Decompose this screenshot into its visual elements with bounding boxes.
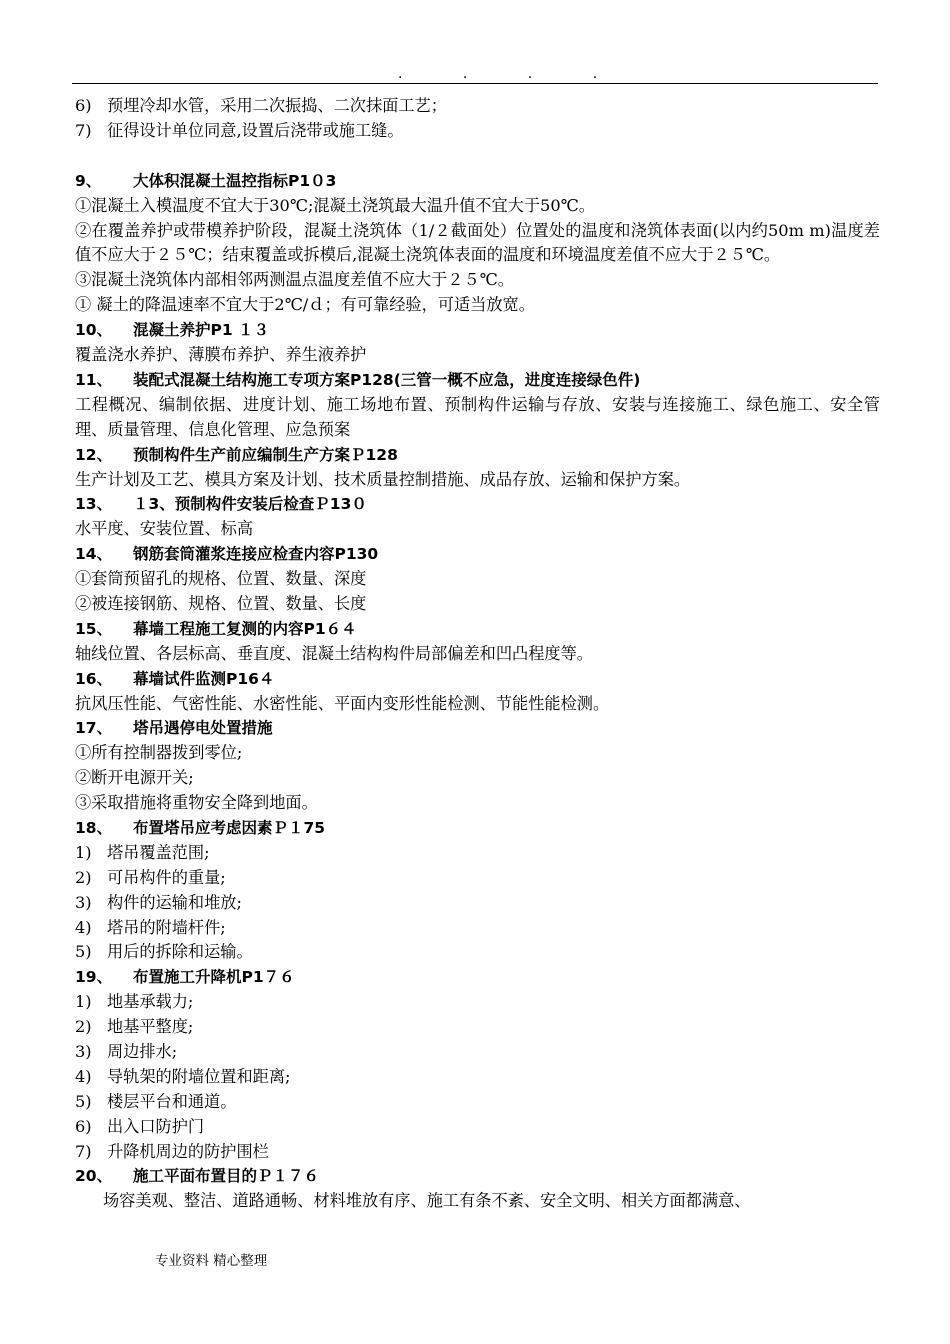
- list-item-number: 7): [75, 120, 92, 140]
- section-title: 施工平面布置目的Ｐ１７６: [133, 1167, 320, 1186]
- section-heading: [75, 816, 880, 841]
- blank-line: [75, 144, 880, 169]
- list-item-text: 导轨架的附墙位置和距离;: [107, 1066, 291, 1086]
- list-item-number: 3): [75, 892, 92, 912]
- list-item-text: 塔吊覆盖范围;: [107, 842, 210, 862]
- section-number: 9、: [75, 171, 102, 190]
- list-item-number: 2): [75, 867, 92, 887]
- list-item-number: 5): [75, 1091, 92, 1111]
- list-item: [75, 119, 880, 144]
- list-item-number: 2): [75, 1017, 92, 1037]
- section-number: 17、: [75, 719, 113, 738]
- paragraph-line: 场容美观、整洁、道路通畅、材料堆放有序、施工有条不紊、安全文明、相关方面都满意、: [103, 1191, 751, 1211]
- paragraph-line: ①套筒预留孔的规格、位置、数量、深度: [75, 569, 367, 589]
- section-title: 布置塔吊应考虑因素Ｐ１75: [133, 819, 326, 837]
- section-heading: [75, 667, 880, 692]
- section-number: 11、: [75, 370, 113, 389]
- section-title: 大体积混凝土温控指标P1０3: [133, 171, 337, 190]
- list-item-number: 1): [75, 992, 92, 1012]
- paragraph-line: ②断开电源开关;: [75, 768, 194, 788]
- list-item-number: 6): [75, 1116, 92, 1136]
- section-heading: [75, 492, 880, 517]
- section-number: 12、: [75, 445, 113, 464]
- paragraph-line: 生产计划及工艺、模具方案及计划、技术质量控制措施、成品存放、运输和保护方案。: [75, 469, 691, 489]
- paragraph-line: ① 凝土的降温速率不宜大于2℃/ｄ；有可靠经验，可适当放宽。: [75, 295, 535, 315]
- list-item-text: 塔吊的附墙杆件;: [107, 917, 226, 937]
- section-number: 14、: [75, 545, 113, 564]
- list-item-text: 周边排水;: [107, 1042, 178, 1062]
- section-title: １3、预制构件安装后检查Ｐ13０: [133, 495, 367, 514]
- section-title: 钢筋套筒灌浆连接应检查内容P130: [133, 545, 379, 564]
- section-title: 幕墙工程施工复测的内容P1６４: [133, 619, 357, 638]
- paragraph-line: 抗风压性能、气密性能、水密性能、平面内变形性能检测、节能性能检测。: [75, 693, 610, 713]
- section-heading: [75, 617, 880, 642]
- list-item: [75, 940, 880, 965]
- section-heading: [75, 1164, 880, 1189]
- list-item: [75, 1015, 880, 1040]
- list-item-number: 6): [75, 96, 92, 115]
- section-heading: [75, 716, 880, 741]
- list-item: [75, 1090, 880, 1115]
- list-item-text: 可吊构件的重量;: [107, 867, 226, 887]
- section-number: 18、: [75, 819, 113, 837]
- list-item: [75, 891, 880, 916]
- paragraph-line: ①所有控制器拨到零位;: [75, 743, 243, 763]
- list-item-text: 构件的运输和堆放;: [107, 892, 242, 912]
- paragraph-line: 轴线位置、各层标高、垂直度、混凝土结构构件局部偏差和凹凸程度等。: [75, 643, 593, 663]
- header-rule: [72, 83, 878, 84]
- list-item-number: 4): [75, 917, 92, 937]
- list-item-text: 地基承载力;: [107, 992, 194, 1012]
- section-heading: [75, 965, 880, 990]
- section-number: 20、: [75, 1167, 113, 1186]
- section-title: 布置施工升降机P1７６: [133, 968, 295, 987]
- list-item-text: 征得设计单位同意,设置后浇带或施工缝。: [107, 120, 404, 140]
- list-item: [75, 1115, 880, 1140]
- section-heading: [75, 542, 880, 567]
- list-item-text: 地基平整度;: [107, 1017, 194, 1037]
- list-item: [75, 94, 880, 119]
- list-item: [75, 866, 880, 891]
- section-title: 预制构件生产前应编制生产方案Ｐ128: [133, 445, 398, 464]
- section-number: 13、: [75, 495, 113, 514]
- section-number: 10、: [75, 321, 113, 340]
- list-item-number: 7): [75, 1141, 92, 1161]
- list-item-number: 1): [75, 842, 92, 862]
- section-number: 16、: [75, 669, 113, 688]
- paragraph-line: ③混凝土浇筑体内部相邻两测温点温度差值不应大于２５℃。: [75, 270, 514, 290]
- list-item-number: 4): [75, 1066, 92, 1086]
- page-footer: 专业资料 精心整理: [155, 1253, 268, 1269]
- paragraph-line: ①混凝土入模温度不宜大于30℃;混凝土浇筑最大温升值不宜大于50℃。: [75, 195, 595, 215]
- list-item-text: 楼层平台和通道。: [107, 1091, 237, 1111]
- paragraph-line: 水平度、安装位置、标高: [75, 519, 254, 539]
- list-item-text: 出入口防护门: [107, 1116, 205, 1136]
- section-heading: [75, 443, 880, 468]
- section-number: 19、: [75, 968, 113, 987]
- list-item: [75, 1040, 880, 1065]
- section-number: 15、: [75, 619, 113, 638]
- section-title: 装配式混凝土结构施工专项方案P128(三管一概不应急，进度连接绿色件): [133, 370, 641, 389]
- paragraph-line: ②在覆盖养护或带模养护阶段，混凝土浇筑体（1/２截面处）位置处的温度和浇筑体表面(以内约50m m)温度差值不应大于２５℃；结束覆盖或拆模后,混凝土浇筑体表面的温度和环境温度差值不应大于２５℃。: [75, 220, 880, 265]
- section-heading: [75, 169, 880, 194]
- section-heading: [75, 318, 880, 343]
- document-body: [75, 94, 880, 1214]
- section-heading: [75, 368, 880, 393]
- list-item: [75, 1140, 880, 1165]
- list-item-text: 升降机周边的防护围栏: [107, 1141, 269, 1161]
- section-title: 幕墙试件监测P16４: [133, 669, 275, 688]
- section-title: 塔吊遇停电处置措施: [133, 719, 273, 738]
- paragraph-line: ③采取措施将重物安全降到地面。: [75, 793, 318, 813]
- section-title: 混凝土养护P1 １３: [133, 321, 270, 340]
- list-item: [75, 1065, 880, 1090]
- list-item: [75, 841, 880, 866]
- list-item: [75, 990, 880, 1015]
- paragraph-line: 覆盖浇水养护、薄膜布养护、养生液养护: [75, 345, 367, 365]
- list-item-number: 5): [75, 942, 92, 962]
- list-item: [75, 916, 880, 941]
- list-item-text: 用后的拆除和运输。: [107, 942, 253, 962]
- paragraph-line: 工程概况、编制依据、进度计划、施工场地布置、预制构件运输与存放、安装与连接施工、绿色施工、安全管理、质量管理、信息化管理、应急预案: [75, 394, 880, 439]
- header-dots: . . . .: [398, 66, 626, 82]
- list-item-number: 3): [75, 1042, 92, 1062]
- paragraph-line: ②被连接钢筋、规格、位置、数量、长度: [75, 593, 367, 613]
- list-item-text: 预埋冷却水管，采用二次振捣、二次抹面工艺；: [107, 96, 447, 115]
